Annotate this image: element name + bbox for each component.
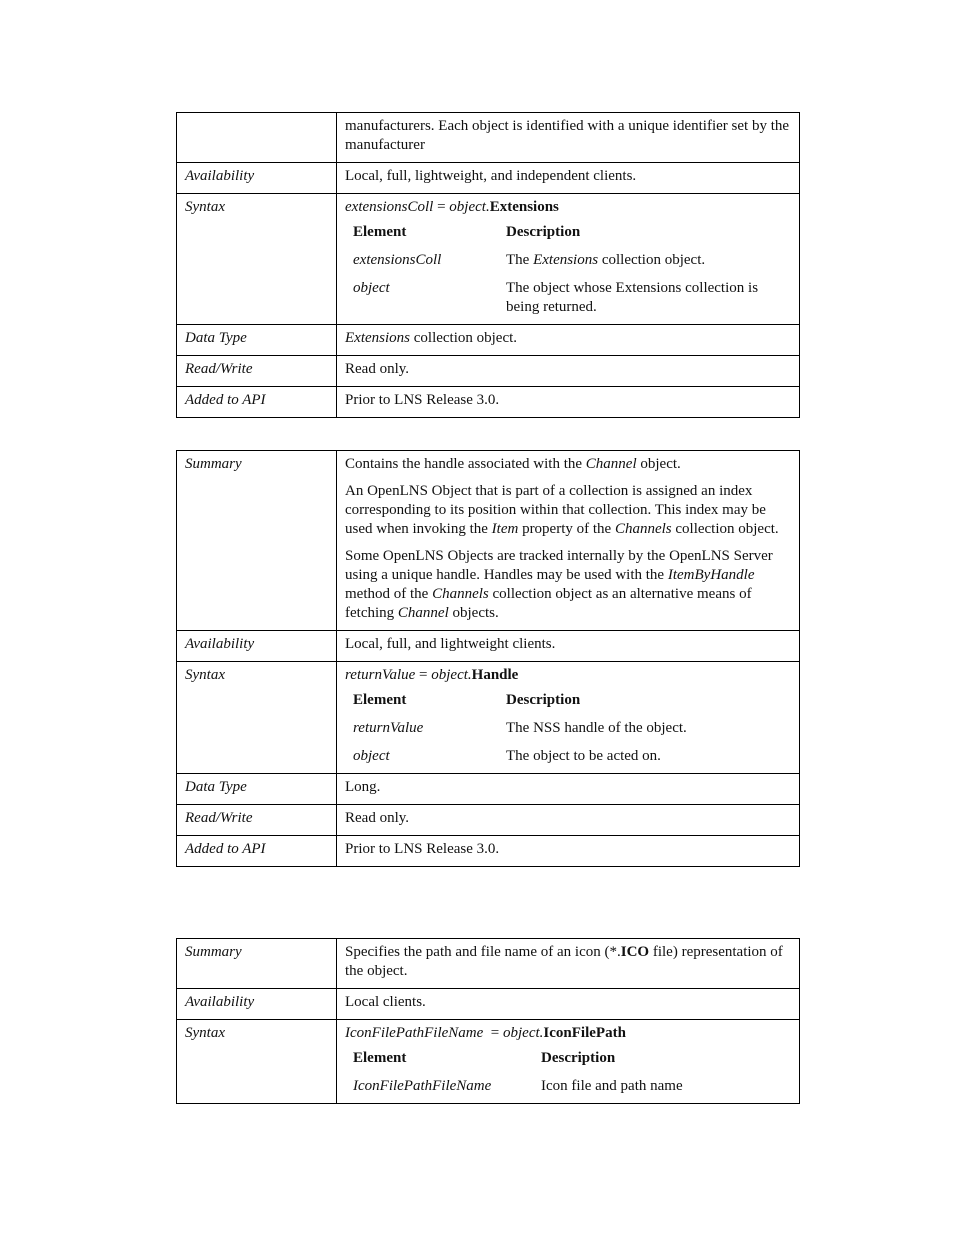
syntax-object: object. bbox=[431, 667, 472, 683]
summary-paragraph: An OpenLNS Object that is part of a collection is assigned an index corresponding to its position within that collection. This index may be used when invoking the Item property of the Channels collection object. bbox=[345, 483, 779, 537]
element-description: Icon file and path name bbox=[541, 1078, 683, 1094]
syntax-property: Handle bbox=[471, 667, 519, 683]
row-value: Local clients. bbox=[337, 989, 800, 1020]
table-row bbox=[177, 194, 800, 325]
table-row bbox=[177, 631, 800, 662]
element-row bbox=[345, 251, 791, 279]
row-value: Read only. bbox=[337, 805, 800, 836]
element-row bbox=[345, 279, 791, 317]
table-row bbox=[177, 325, 800, 356]
element-name: IconFilePathFileName bbox=[353, 1078, 492, 1094]
description-header: Description bbox=[506, 224, 581, 240]
summary-cell bbox=[337, 451, 800, 631]
element-name: object bbox=[353, 748, 390, 764]
syntax-cell bbox=[337, 194, 800, 325]
table-row bbox=[177, 939, 800, 989]
syntax-eq: = bbox=[483, 1025, 504, 1041]
element-header: Element bbox=[353, 1050, 407, 1066]
syntax-object: object. bbox=[449, 199, 490, 215]
row-label: Availability bbox=[177, 989, 337, 1020]
row-label: Added to API bbox=[177, 387, 337, 418]
element-description: The object to be acted on. bbox=[506, 748, 661, 764]
element-name: returnValue bbox=[353, 720, 424, 736]
table-row bbox=[177, 836, 800, 867]
element-header: Element bbox=[353, 692, 407, 708]
row-label: Read/Write bbox=[177, 356, 337, 387]
row-label: Syntax bbox=[177, 194, 337, 325]
syntax-lhs: IconFilePathFileName bbox=[345, 1025, 484, 1041]
row-value: manufacturers. Each object is identified with a unique identifier set by the manufacturer bbox=[337, 113, 800, 163]
table-row bbox=[177, 805, 800, 836]
description-header: Description bbox=[541, 1050, 616, 1066]
element-name: object bbox=[353, 280, 390, 296]
element-row bbox=[345, 719, 687, 747]
table-row bbox=[177, 451, 800, 631]
row-label: Data Type bbox=[177, 774, 337, 805]
element-row bbox=[345, 1077, 683, 1096]
element-table bbox=[345, 223, 791, 317]
summary-paragraph: Contains the handle associated with the Channel object. bbox=[345, 456, 681, 472]
element-header: Element bbox=[353, 224, 407, 240]
element-description: The Extensions collection object. bbox=[506, 252, 706, 268]
row-label: Read/Write bbox=[177, 805, 337, 836]
row-label: Syntax bbox=[177, 1020, 337, 1104]
syntax-cell bbox=[337, 662, 800, 774]
element-description: The object whose Extensions collection is being returned. bbox=[506, 280, 759, 315]
syntax-line bbox=[345, 666, 791, 685]
table-row bbox=[177, 387, 800, 418]
row-value: Local, full, lightweight, and independent clients. bbox=[337, 163, 800, 194]
row-label: Availability bbox=[177, 631, 337, 662]
syntax-property: IconFilePath bbox=[543, 1025, 626, 1041]
row-value: Prior to LNS Release 3.0. bbox=[337, 836, 800, 867]
row-label bbox=[177, 113, 337, 163]
row-label: Summary bbox=[177, 939, 337, 989]
element-table bbox=[345, 1049, 683, 1096]
syntax-lhs: returnValue bbox=[345, 667, 416, 683]
syntax-property: Extensions bbox=[489, 199, 559, 215]
syntax-object: object. bbox=[503, 1025, 544, 1041]
element-description: The NSS handle of the object. bbox=[506, 720, 687, 736]
element-table bbox=[345, 691, 687, 766]
element-name: extensionsColl bbox=[353, 252, 442, 268]
row-label: Availability bbox=[177, 163, 337, 194]
row-value: Long. bbox=[337, 774, 800, 805]
summary-cell: Specifies the path and file name of an icon (*.ICO file) representation of the object. bbox=[337, 939, 800, 989]
description-header: Description bbox=[506, 692, 581, 708]
row-label: Added to API bbox=[177, 836, 337, 867]
table-row bbox=[177, 113, 800, 163]
table-row bbox=[177, 163, 800, 194]
syntax-line bbox=[345, 198, 791, 217]
summary-paragraph: Some OpenLNS Objects are tracked internally by the OpenLNS Server using a unique handle. Handles may be used with the ItemByHandle method of the Channels collection object as an alternative means of fetching Channel objects. bbox=[345, 548, 773, 621]
syntax-line bbox=[345, 1024, 791, 1043]
syntax-lhs: extensionsColl bbox=[345, 199, 434, 215]
property-table-extensions bbox=[176, 112, 800, 418]
row-value: Extensions collection object. bbox=[337, 325, 800, 356]
property-table-handle bbox=[176, 450, 800, 867]
row-label: Data Type bbox=[177, 325, 337, 356]
row-value: Read only. bbox=[337, 356, 800, 387]
row-value: Local, full, and lightweight clients. bbox=[337, 631, 800, 662]
syntax-cell bbox=[337, 1020, 800, 1104]
property-table-iconfilepath bbox=[176, 938, 800, 1104]
syntax-eq: = bbox=[415, 667, 432, 683]
table-row bbox=[177, 356, 800, 387]
row-value: Prior to LNS Release 3.0. bbox=[337, 387, 800, 418]
table-row bbox=[177, 989, 800, 1020]
element-row bbox=[345, 747, 687, 766]
syntax-eq: = bbox=[433, 199, 450, 215]
row-label: Summary bbox=[177, 451, 337, 631]
table-row bbox=[177, 774, 800, 805]
table-row bbox=[177, 662, 800, 774]
row-label: Syntax bbox=[177, 662, 337, 774]
table-row bbox=[177, 1020, 800, 1104]
